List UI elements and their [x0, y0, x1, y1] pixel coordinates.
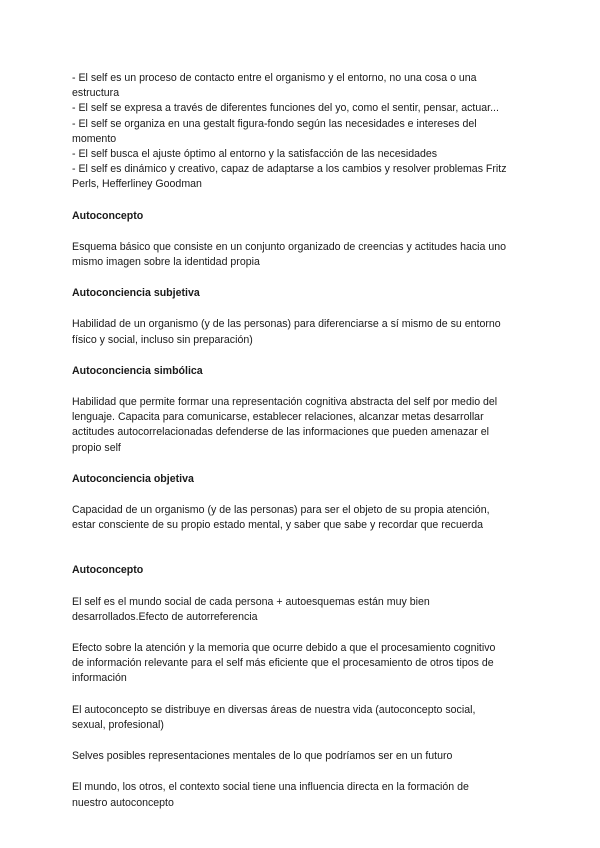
list-item	[72, 162, 532, 192]
list-item	[72, 71, 532, 101]
section-text-line: Esquema básico que consiste en un conjunto organizado de creencias y actitudes hacia uno	[72, 240, 507, 253]
section-text-line: mismo imagen sobre la identidad propia	[72, 256, 260, 269]
paragraph-line: El self es el mundo social de cada persona + autoesquemas están muy bien	[72, 595, 430, 608]
section-heading: Autoconcepto	[72, 564, 144, 577]
list-item	[72, 117, 532, 147]
section-autoconciencia-subjetiva	[72, 286, 532, 348]
section-autoconciencia-objetiva	[72, 472, 532, 534]
list-item-line: momento	[72, 132, 117, 145]
paragraph	[72, 703, 532, 733]
paragraph-line: de información relevante para el self más eficiente que el procesamiento de otros tipos de	[72, 657, 494, 670]
paragraph-line: nuestro autoconcepto	[72, 796, 174, 809]
section-text-line: propio self	[72, 441, 121, 454]
section-text-line: Habilidad que permite formar una representación cognitiva abstracta del self por medio del	[72, 396, 498, 409]
section-text-line: Habilidad de un organismo (y de las personas) para diferenciarse a sí mismo de su entorno	[72, 318, 501, 331]
list-item-line: - El self se expresa a través de diferentes funciones del yo, como el sentir, pensar, actuar...	[72, 102, 499, 115]
paragraph-line: información	[72, 672, 127, 685]
paragraph	[72, 595, 532, 625]
intro-list	[72, 71, 532, 193]
list-item-line: - El self es un proceso de contacto entre el organismo y el entorno, no una cosa o una	[72, 72, 477, 84]
section-text-line: Capacidad de un organismo (y de las personas) para ser el objeto de su propia atención,	[72, 504, 490, 517]
section-autoconcepto	[72, 209, 532, 271]
list-item-line: - El self se organiza en una gestalt figura-fondo según las necesidades e intereses del	[72, 117, 477, 130]
paragraph	[72, 641, 532, 687]
section-text-line: lenguaje. Capacita para comunicarse, establecer relaciones, alcanzar metas desarrollar	[72, 411, 484, 424]
paragraph	[72, 780, 532, 810]
paragraph-line: Selves posibles representaciones mentales de lo que podríamos ser en un futuro	[72, 750, 453, 763]
section-heading: Autoconciencia objetiva	[72, 472, 194, 485]
paragraph-line: El autoconcepto se distribuye en diversas áreas de nuestra vida (autoconcepto social,	[72, 703, 476, 716]
section-heading: Autoconciencia subjetiva	[72, 287, 200, 300]
list-item-line: Perls, Hefferliney Goodman	[72, 178, 202, 191]
section-autoconciencia-simbolica	[72, 364, 532, 456]
list-item	[72, 147, 532, 162]
section-heading: Autoconciencia simbólica	[72, 364, 203, 377]
paragraph-line: sexual, profesional)	[72, 718, 164, 731]
section-text-line: físico y social, incluso sin preparación)	[72, 333, 253, 346]
list-item	[72, 101, 532, 116]
section-text-line: actitudes autocorrelacionadas defenderse de las informaciones que pueden amenazar el	[72, 426, 489, 439]
paragraph-line: desarrollados.Efecto de autorreferencia	[72, 610, 258, 623]
section-heading: Autoconcepto	[72, 209, 144, 222]
paragraph-line: Efecto sobre la atención y la memoria que ocurre debido a que el procesamiento cognitivo	[72, 642, 496, 655]
list-item-line: - El self busca el ajuste óptimo al entorno y la satisfacción de las necesidades	[72, 148, 438, 161]
list-item-line: estructura	[72, 87, 120, 100]
paragraph-line: El mundo, los otros, el contexto social tiene una influencia directa en la formación de	[72, 781, 469, 794]
document-page	[72, 71, 532, 811]
list-item-line: - El self es dinámico y creativo, capaz de adaptarse a los cambios y resolver problemas Fritz	[72, 163, 507, 176]
paragraph	[72, 749, 532, 764]
section-autoconcepto-2	[72, 563, 532, 810]
section-text-line: estar consciente de su propio estado mental, y saber que sabe y recordar que recuerda	[72, 519, 484, 532]
